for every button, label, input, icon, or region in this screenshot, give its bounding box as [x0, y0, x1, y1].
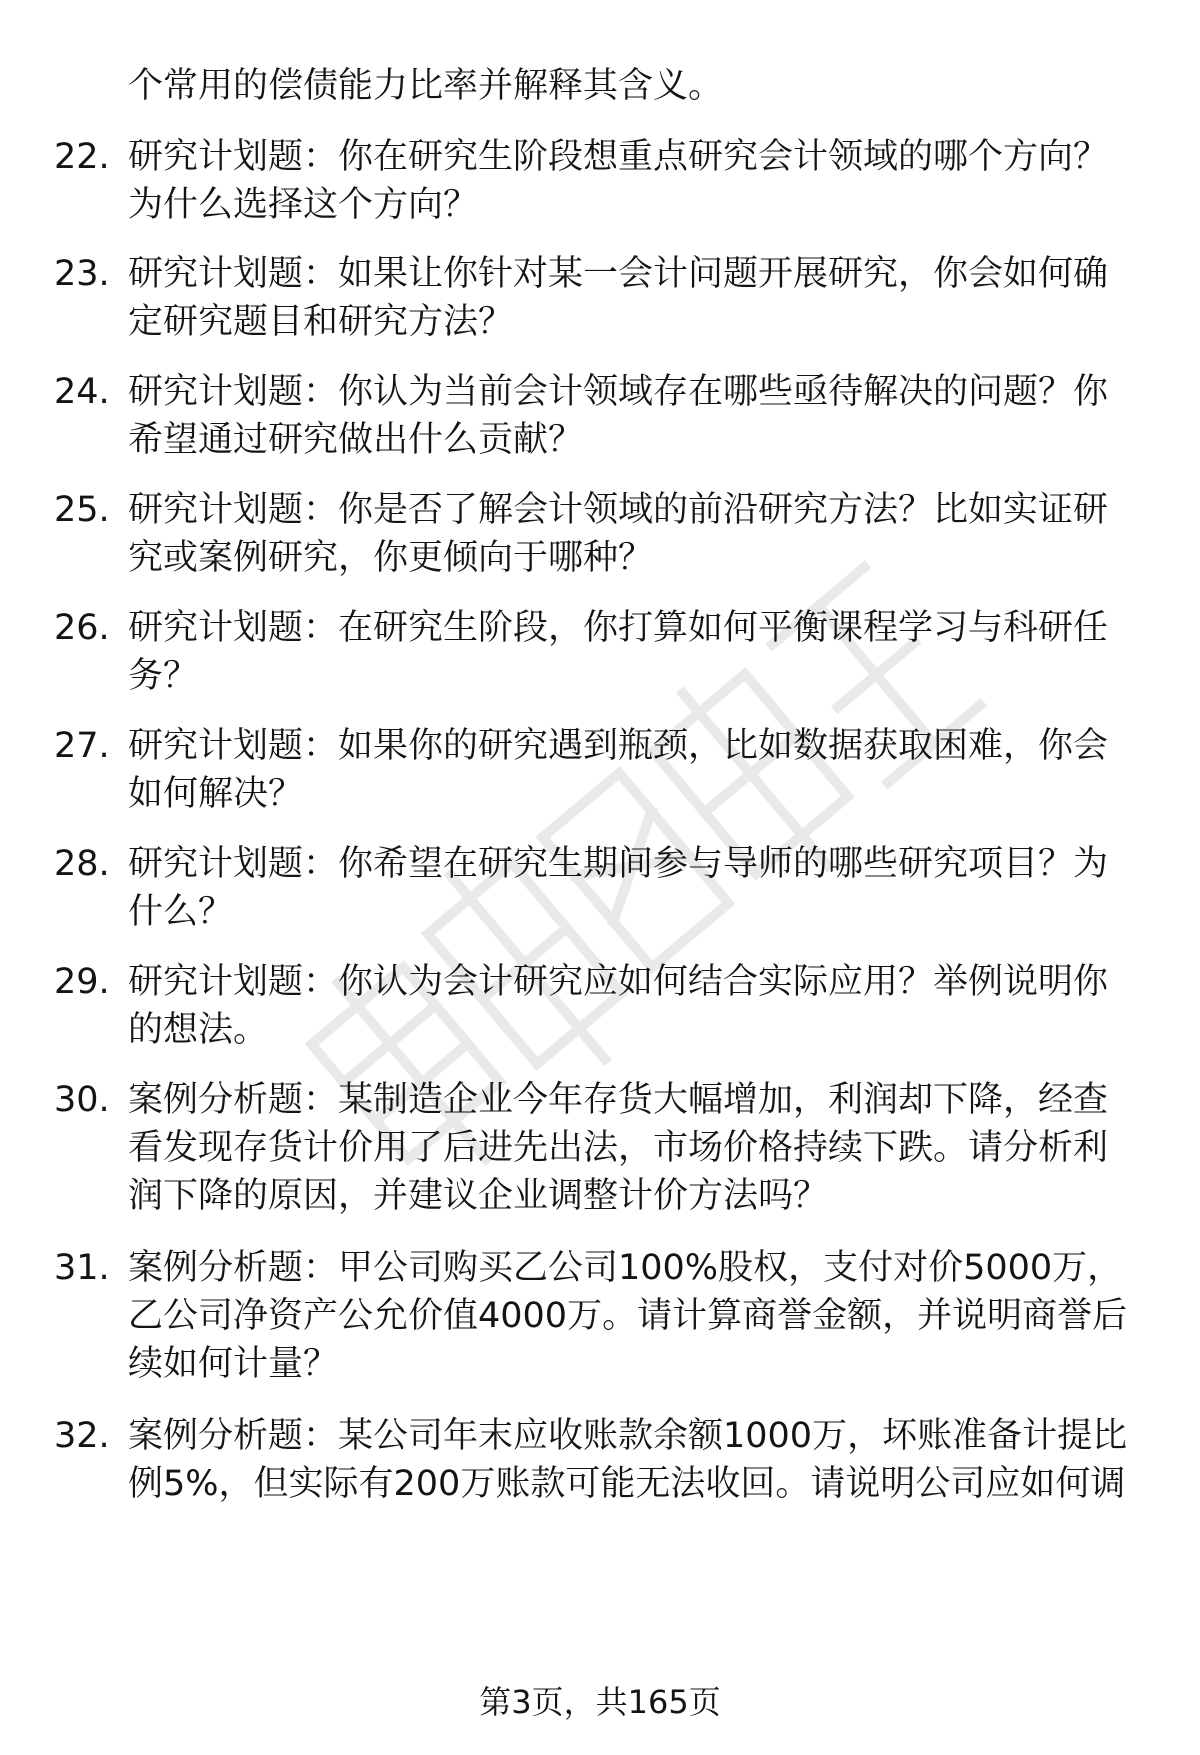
item-number: 32.	[54, 1416, 110, 1456]
item-text: 研究计划题：你认为当前会计领域存在哪些亟待解决的问题？你 希望通过研究做出什么贡献？	[128, 372, 1109, 460]
item-text: 研究计划题：在研究生阶段，你打算如何平衡课程学习与科研任 务？	[128, 608, 1109, 696]
item-number: 31.	[54, 1248, 110, 1288]
page-footer: 第3页，共165页	[479, 1683, 721, 1721]
item-text: 案例分析题：某公司年末应收账款余额1000万，坏账准备计提比 例5%，但实际有200万账款可能无法收回。请说明公司应如何调	[128, 1416, 1128, 1504]
item-number: 24.	[54, 372, 110, 412]
item-number: 25.	[54, 490, 110, 530]
item-number: 26.	[54, 608, 110, 648]
item-number: 23.	[54, 254, 110, 294]
item-text: 案例分析题：甲公司购买乙公司100%股权，支付对价5000万， 乙公司净资产公允价值4000万。请计算商誉金额，并说明商誉后 续如何计量？	[128, 1248, 1128, 1384]
item-text: 研究计划题：如果让你针对某一会计问题开展研究，你会如何确 定研究题目和研究方法？	[128, 254, 1109, 342]
item-number: 28.	[54, 844, 110, 884]
item-text: 研究计划题：如果你的研究遇到瓶颈，比如数据获取困难，你会 如何解决？	[128, 726, 1109, 814]
item-number: 30.	[54, 1080, 110, 1120]
item-text: 研究计划题：你在研究生阶段想重点研究会计领域的哪个方向？ 为什么选择这个方向？	[128, 137, 1109, 225]
item-number: 27.	[54, 726, 110, 766]
item-number: 29.	[54, 962, 110, 1002]
item-text: 研究计划题：你认为会计研究应如何结合实际应用？举例说明你 的想法。	[128, 962, 1109, 1050]
item-text: 案例分析题：某制造企业今年存货大幅增加，利润却下降，经查 看发现存货计价用了后进先出法，市场价格持续下跌。请分析利 润下降的原因，并建议企业调整计价方法吗？	[128, 1080, 1109, 1216]
item-text: 研究计划题：你是否了解会计领域的前沿研究方法？比如实证研 究或案例研究，你更倾向于哪种？	[128, 490, 1109, 578]
item-text: 研究计划题：你希望在研究生期间参与导师的哪些研究项目？为 什么？	[128, 844, 1109, 932]
continued-text: 个常用的偿债能力比率并解释其含义。	[128, 66, 724, 106]
item-number: 22.	[54, 137, 110, 177]
